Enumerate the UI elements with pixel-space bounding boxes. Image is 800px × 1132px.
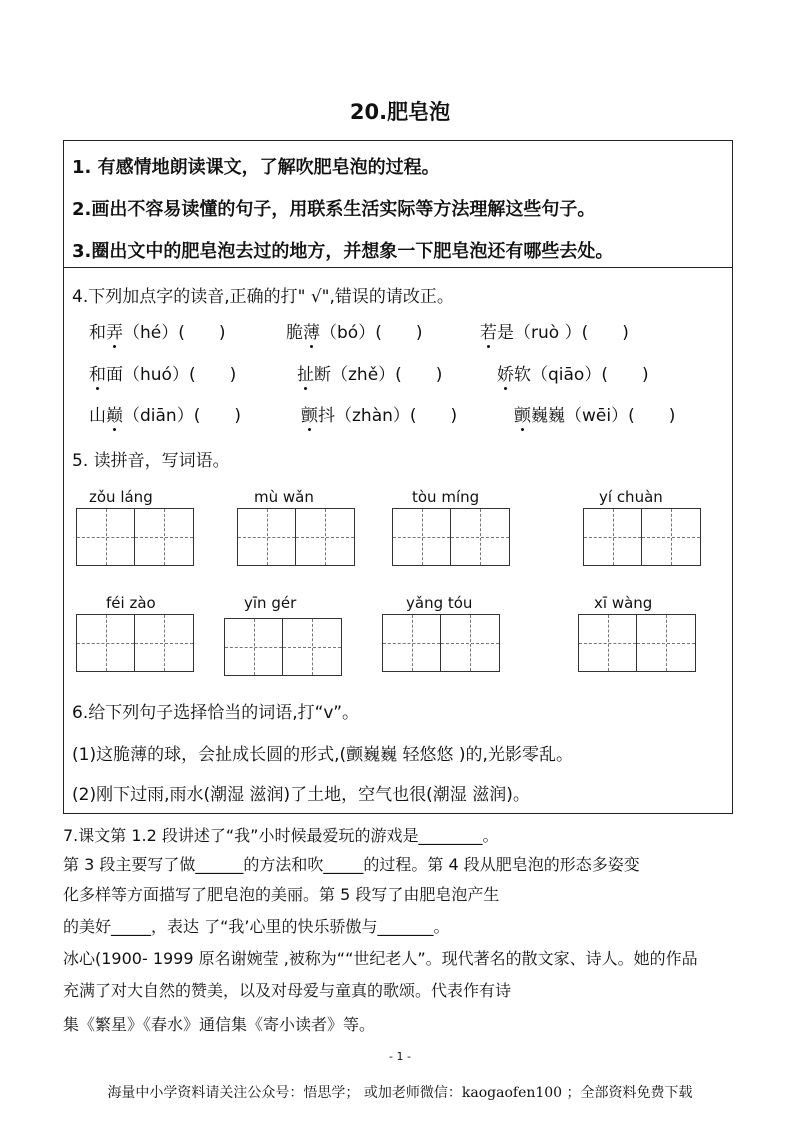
- dotted-char: 颤: [301, 401, 318, 426]
- dotted-char: 弄: [106, 318, 123, 343]
- q4-item: 若是（ruò ）( ): [480, 318, 629, 343]
- bio-line-1: 冰心(1900- 1999 原名谢婉莹 ,被称为““世纪老人”。现代著名的散文家、诗人。她的作品: [63, 949, 698, 968]
- pinyin-label: yǎng tóu: [406, 594, 473, 612]
- writing-grid[interactable]: [382, 614, 500, 672]
- q4-item: 脆薄（bó）( ): [286, 318, 422, 343]
- dotted-char: 娇: [497, 360, 514, 385]
- q6-sentence-1: (1)这脆薄的球，会扯成长圆的形式,(颤巍巍 轻悠悠 )的,光影零乱。: [72, 745, 573, 765]
- q7-line-1: 7.课文第 1.2 段讲述了“我”小时候最爱玩的游戏是________。: [63, 826, 499, 845]
- q4-item: 和弄（hé）( ): [89, 318, 226, 343]
- pinyin-label: xī wàng: [594, 594, 653, 612]
- q7-line-2: 第 3 段主要写了做______的方法和吹_____的过程。第 4 段从肥皂泡的形态多姿变: [63, 855, 640, 874]
- q4-item: 山巅（diān）( ): [89, 401, 241, 426]
- q7-line-4: 的美好_____，表达 了“我’心里的快乐骄傲与_______。: [63, 917, 450, 936]
- footer-note: 海量中小学资料请关注公众号：悟思学； 或加老师微信：kaogaofen100 ；全部资料免费下载: [107, 1085, 693, 1101]
- q4-item: 和面（huó）( ): [89, 360, 236, 385]
- pinyin-label: tòu míng: [412, 488, 480, 506]
- q4-item: 扯断（zhě）( ): [297, 360, 442, 385]
- writing-grid[interactable]: [237, 508, 355, 566]
- bio-line-3: 集《繁星》《春水》通信集《寄小读者》等。: [63, 1015, 376, 1034]
- page-number: - 1 -: [389, 1050, 411, 1063]
- bio-line-2: 充满了对大自然的赞美，以及对母爱与童真的歌颂。代表作有诗: [63, 981, 512, 1000]
- page-title: 20.肥皂泡: [349, 100, 451, 124]
- writing-grid[interactable]: [76, 508, 194, 566]
- q7-line-3: 化多样等方面描写了肥皂泡的美丽。第 5 段写了由肥皂泡产生: [63, 885, 500, 904]
- q5-prompt: 5. 读拼音，写词语。: [72, 451, 230, 471]
- writing-grid[interactable]: [224, 618, 342, 676]
- pinyin-label: yīn gér: [244, 594, 297, 612]
- q6-prompt: 6.给下列句子选择恰当的词语,打“v”。: [72, 703, 359, 723]
- q4-item: 颤抖（zhàn）( ): [301, 401, 457, 426]
- dotted-char: 薄: [303, 318, 320, 343]
- q6-sentence-2: (2)刚下过雨,雨水(潮湿 滋润)了土地，空气也很(潮湿 滋润)。: [72, 785, 530, 805]
- dotted-char: 巅: [106, 401, 123, 426]
- dotted-char: 颤: [514, 401, 531, 426]
- exercise-box: [63, 268, 733, 814]
- q4-prompt: 4.下列加点字的读音,正确的打" √",错误的请改正。: [72, 287, 454, 307]
- dotted-char: 和: [89, 360, 106, 385]
- objective-1: 1. 有感情地朗读课文，了解吹肥皂泡的过程。: [72, 157, 440, 178]
- dotted-char: 扯: [297, 360, 314, 385]
- q4-item: 颤巍巍（wēi）( ): [514, 401, 675, 426]
- pinyin-label: mù wǎn: [254, 488, 314, 506]
- writing-grid[interactable]: [76, 614, 194, 672]
- objective-2: 2.画出不容易读懂的句子，用联系生活实际等方法理解这些句子。: [72, 199, 596, 220]
- pinyin-label: yí chuàn: [599, 488, 663, 506]
- writing-grid[interactable]: [583, 508, 701, 566]
- pinyin-label: zǒu láng: [89, 488, 153, 506]
- q4-item: 娇软（qiāo）( ): [497, 360, 649, 385]
- writing-grid[interactable]: [578, 614, 696, 672]
- dotted-char: 若: [480, 318, 497, 343]
- objectives-box: [63, 140, 733, 268]
- pinyin-label: féi zào: [106, 594, 156, 612]
- objective-3: 3.圈出文中的肥皂泡去过的地方，并想象一下肥皂泡还有哪些去处。: [72, 241, 614, 262]
- writing-grid[interactable]: [392, 508, 510, 566]
